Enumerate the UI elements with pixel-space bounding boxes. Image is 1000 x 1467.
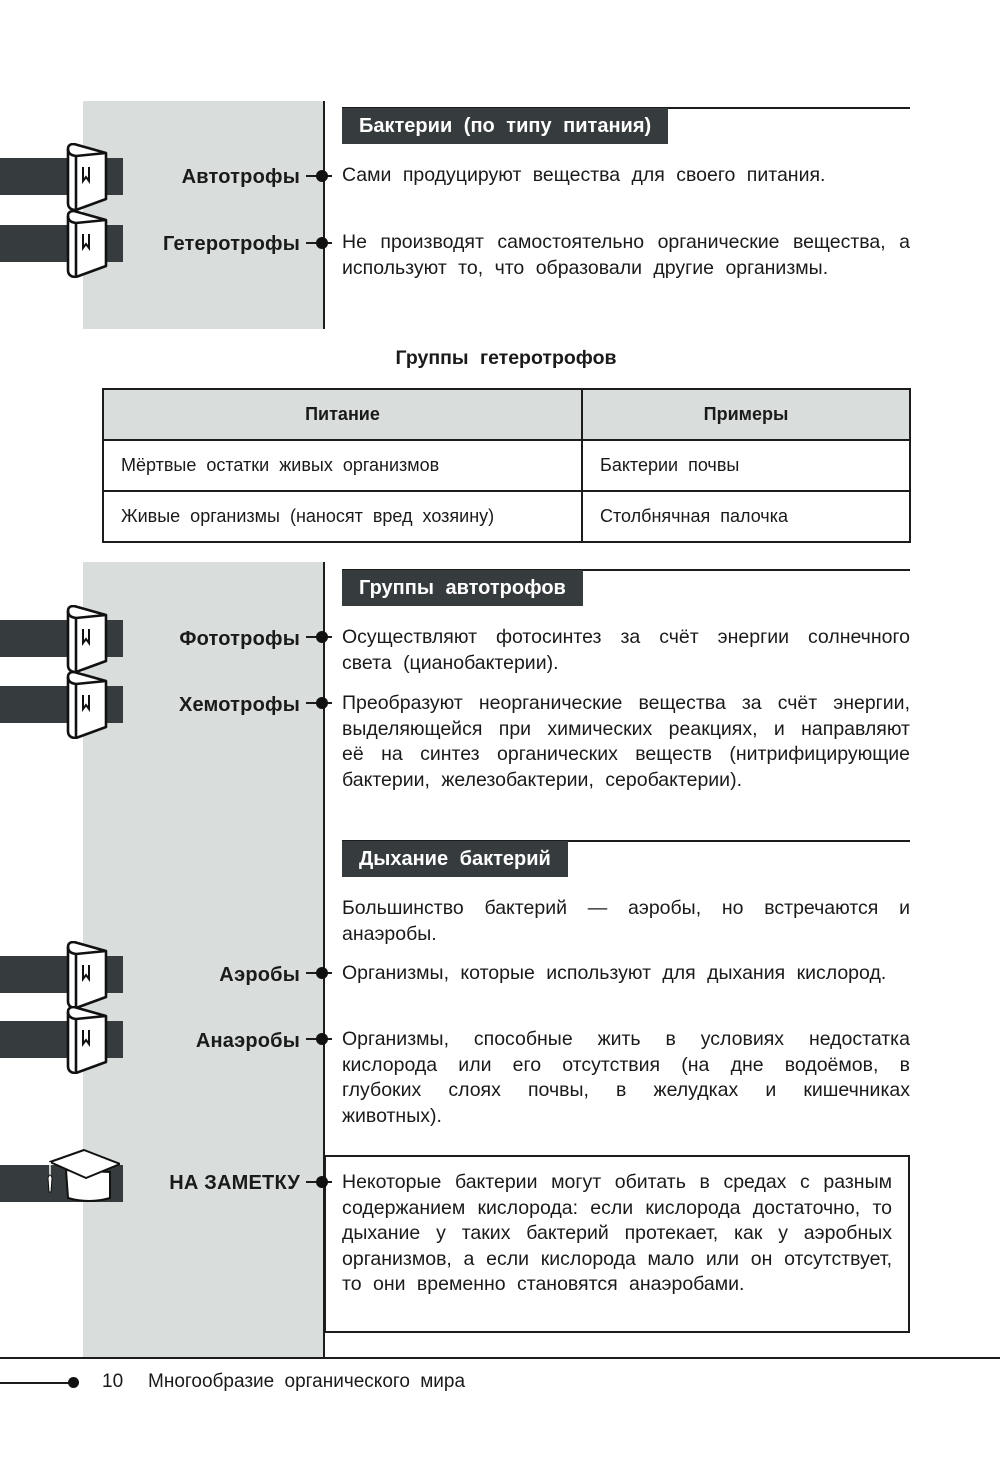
term-phototrophs: Фототрофы [179,628,300,650]
book-icon [62,1006,112,1074]
table-cell: Живые организмы (наносят вред хозяину) [103,491,582,542]
table-header-row [103,389,910,440]
term-heterotrophs: Гетеротрофы [162,233,300,255]
table-cell: Бактерии почвы [582,440,910,491]
note-label: НА ЗАМЕТКУ [169,1172,300,1194]
definition-anaerobes: Организмы, способные жить в условиях недостатка кислорода или его отсутствия (на дне водоёмов, в глубоких слоях почвы, в желудках и кишечниках животных). [342,1028,910,1127]
connector-dot [316,1033,328,1045]
definition-heterotrophs: Не производят самостоятельно органические вещества, а используют то, что образовали другие организмы. [342,231,910,279]
chapter-title: Многообразие органического мира [148,1371,466,1392]
respiration-intro: Большинство бактерий — аэробы, но встречаются и анаэробы. [342,897,910,945]
definition-phototrophs: Осуществляют фотосинтез за счёт энергии солнечного света (цианобактерии). [342,626,910,674]
table-caption: Группы гетеротрофов [395,347,617,369]
term-chemotrophs: Хемотрофы [178,694,300,716]
term-aerobes: Аэробы [219,964,300,986]
definition-chemotrophs: Преобразуют неорганические вещества за счёт энергии, выделяющейся при химических реакциях, и направляют её на синтез органических веществ (нитрифицирующие бактерии, железобактерии, серобактерии). [342,692,910,791]
connector-dot [316,697,328,709]
book-icon [62,143,112,211]
definition-aerobes: Организмы, которые используют для дыхания кислород. [342,962,887,984]
connector-dot [316,170,328,182]
column-header-nutrition: Питание [103,389,582,440]
book-icon [62,605,112,673]
term-autotrophs: Автотрофы [181,166,300,188]
connector-dot [316,1176,328,1188]
connector-dot [316,237,328,249]
book-icon [62,941,112,1009]
note-text: Некоторые бактерии могут обитать в средах с разным содержанием кислорода: если кислорода достаточно, то дыхание у таких бактерий протекает, как у аэробных организмов, а если кислорода мало или он отсутствует, то они временно становятся анаэробами. [342,1171,892,1295]
vertical-rule-1 [323,101,325,329]
section-header-autotroph-groups: Группы автотрофов [342,570,583,606]
definition-autotrophs: Сами продуцируют вещества для своего питания. [342,164,826,186]
connector-dot [316,631,328,643]
graduation-cap-icon [44,1148,120,1204]
footer-line [0,1382,72,1384]
book-icon [62,210,112,278]
column-header-examples: Примеры [582,389,910,440]
footer-rule [0,1357,1000,1359]
section-header-nutrition: Бактерии (по типу питания) [342,108,668,144]
page-number: 10 [102,1371,124,1392]
table-cell: Столбнячная палочка [582,491,910,542]
footer-dot [68,1377,79,1388]
section-header-respiration: Дыхание бактерий [342,841,568,877]
sidebar-column-1 [83,101,324,329]
term-anaerobes: Анаэробы [195,1030,300,1052]
book-icon [62,671,112,739]
connector-dot [316,967,328,979]
table-cell: Мёртвые остатки живых организмов [103,440,582,491]
table-row [103,440,910,491]
table-row [103,491,910,542]
heterotrophs-table [102,388,911,543]
